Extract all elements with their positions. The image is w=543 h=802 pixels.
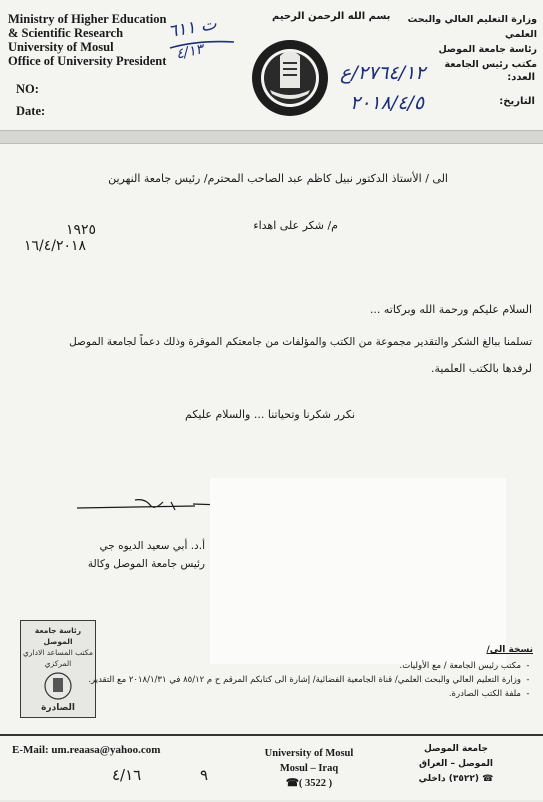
header-english [8,12,166,68]
footer-university-en: University of Mosul [264,748,354,759]
ministry-name: Ministry of Higher Education [8,12,167,26]
ministry-name-cont: & Scientific Research [8,26,124,40]
handwritten-bottom-a: ٤/١٦ [112,766,142,784]
handwritten-corner-bottom: ٤/١٣ [174,41,205,63]
ref-number-label-ar: العدد: [507,72,535,83]
stamp-line4: الصادرة [41,703,75,713]
greeting: السلام عليكم ورحمة الله وبركاته ... [369,303,532,316]
copies-item: - وزارة التعليم العالي والبحث العلمي/ قناة الجامعية الفضائية/ إشارة الى كتابكم المرقم ح م ٨٥/١٢ في ٢٠١٨/١/٣١ مع التقدير. [88,675,521,685]
handwritten-ref-date: ٢٠١٨/٤/٥ [350,92,425,114]
handwritten-ref-number: ٢٧٦٤/١٢/ع [340,62,426,84]
office-name: Office of University President [8,54,167,68]
university-name-ar: رئاسة جامعة الموصل [438,44,537,55]
footer-city-en: Mosul – Iraq [279,763,339,774]
handwritten-bottom-b: ٩ [200,766,209,784]
recipient-line: الى / الأستاذ الدكتور نبيل كاظم عبد الصاحب المحترم/ رئيس جامعة النهرين [108,172,448,185]
footer-phone-en: ☎( 3522 ) [285,778,333,789]
stamp-line2: مكتب المساعد الاداري [23,648,93,657]
copies-list [88,661,533,699]
body-paragraph-line1: تسلمنا ببالغ الشكر والتقدير مجموعة من الكتب والمؤلفات من جامعتكم الموقرة وذلك دعماً لجامعة الموصل [69,336,532,348]
copies-title: نسخة الى/ [486,645,533,655]
office-stamp [20,620,96,718]
handwritten-underline [168,38,238,52]
stamp-emblem-icon [40,671,76,701]
copies-item: - مكتب رئيس الجامعة / مع الأوليات. [88,661,521,671]
body-paragraph-line2: لرفدها بالكتب العلمية. [431,362,532,375]
signatory-title: رئيس جامعة الموصل وكالة [87,558,205,570]
copies-item: - ملفة الكتب الصادرة. [88,689,521,699]
ministry-name-ar: وزارة التعليم العالي والبحث العلمي [407,14,537,40]
footer-phone-ar: ☎ (٣٥٢٢) داخلي [418,774,494,784]
footer-email: E-Mail: um.reaasa@yahoo.com [12,744,161,756]
footer-address-en [254,746,364,791]
stamp-line1: رئاسة جامعة الموصل [34,626,82,646]
handwritten-corner-top: ت ٦١١ [166,13,219,43]
footer-city-ar: الموصل – العراق [419,759,493,769]
date-label: Date: [16,104,46,118]
footer [0,734,543,802]
office-name-ar: مكتب رئيس الجامعة [444,59,537,70]
copies-section [88,645,533,703]
ref-date-label-ar: التاريخ: [499,96,535,107]
handwritten-received-date: ١٦/٤/٢٠١٨ [24,238,87,254]
white-patch [210,478,506,664]
signatory-name: أ.د. أبي سعيد الديوه جي [99,540,205,552]
subject-line: م/ شكر على اهداء [253,219,338,232]
footer-address-ar [401,742,511,787]
stamp-line3: المركزي [44,659,72,668]
signature-mark [75,496,225,514]
university-logo-icon [250,38,330,118]
basmala: بسم الله الرحمن الرحيم [272,11,391,22]
header-separator [0,130,543,144]
footer-university-ar: جامعة الموصل [424,744,488,754]
university-name: University of Mosul [8,40,114,54]
number-label: NO: [16,82,39,96]
handwritten-received-number: ١٩٢٥ [66,222,97,238]
signatory-block [88,537,205,573]
closing-line: نكرر شكرنا وتحياتنا ... والسلام عليكم [185,408,355,421]
